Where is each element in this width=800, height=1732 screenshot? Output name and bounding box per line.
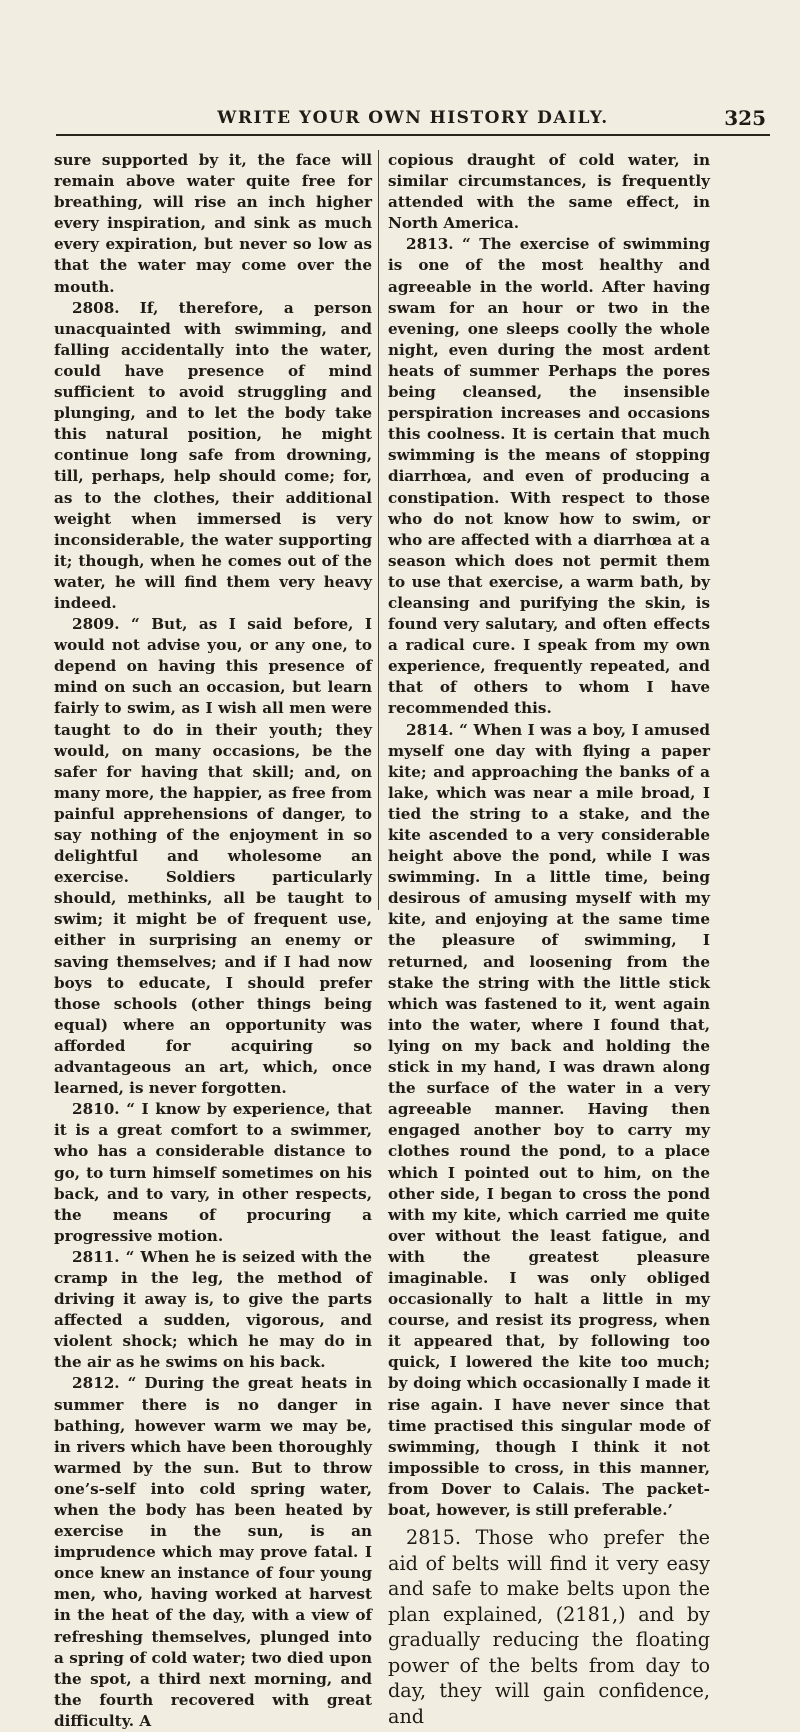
paragraph-2810: 2810. “ I know by experience, that it is a great comfort to a swimmer, who has a considerable distance to go, to turn himself sometimes on his back, and to vary, in other respects, the means of procuring a progressive motion. xyxy=(54,1100,372,1245)
paragraph-2811: 2811. “ When he is seized with the cramp in the leg, the method of driving it away is, to give the parts affected a sudden, vigorous, and violent shock; which he may do in the air as he swims on his back. xyxy=(54,1247,372,1372)
running-title: WRITE YOUR OWN HISTORY DAILY. xyxy=(217,108,609,128)
page-header xyxy=(56,98,770,136)
right-column xyxy=(388,150,710,1729)
page-number: 325 xyxy=(724,106,766,130)
paragraph-2812: 2812. “ During the great heats in summer there is no danger in bathing, however warm we may be, in rivers which have been thoroughly warmed by the sun. But to throw one’s-self into cold spring water, when the body has been heated by exercise in the sun, is an imprudence which may prove fatal. I once knew an instance of four young men, who, having worked at harvest in the heat of the day, with a view of refreshing themselves, plunged into a spring of cold water; two died upon the spot, a third next morning, and the fourth recovered with great difficulty. A xyxy=(54,1374,372,1730)
paragraph-continued: sure supported by it, the face will remain above water quite free for breathing, will rise an inch higher every inspiration, and sink as much every expiration, but never so low as that the water may come over the mouth. xyxy=(54,151,372,296)
left-column xyxy=(54,150,372,1732)
paragraph-2808: 2808. If, therefore, a person unacquainted with swimming, and falling accidentally into the water, could have presence of mind sufficient to avoid struggling and plunging, and to let the body take this natural position, he might continue long safe from drowning, till, perhaps, help should come; for, as to the clothes, their additional weight when immersed is very inconsiderable, the water supporting it; though, when he comes out of the water, he will find them very heavy indeed. xyxy=(54,298,372,612)
paragraph-2814: 2814. “ When I was a boy, I amused myself one day with flying a paper kite; and approaching the banks of a lake, which was near a mile broad, I tied the string to a stake, and the kite ascended to a very considerable height above the pond, while I was swimming. In a little time, being desirous of amusing myself with my kite, and enjoying at the same time the pleasure of swimming, I returned, and loosening from the stake the string with the little stick which was fastened to it, went again into the water, where I found that, lying on my back and holding the stick in my hand, I was drawn along the surface of the water in a very agreeable manner. Having then engaged another boy to carry my clothes round the pond, to a place which I pointed out to him, on the other side, I began to cross the pond with my kite, which carried me quite over without the least fatigue, and with the greatest pleasure imaginable. I was only obliged occasionally to halt a little in my course, and resist its progress, when it appeared that, by following too quick, I lowered the kite too much; by doing which occasionally I made it rise again. I have never since that time practised this singular mode of swimming, though I think it not impossible to cross, in this manner, from Dover to Calais. The packet-boat, however, is still preferable.’ xyxy=(388,720,710,1519)
paragraph-2809: 2809. “ But, as I said before, I would not advise you, or any one, to depend on having this presence of mind on such an occasion, but learn fairly to swim, as I wish all men were taught to do in their youth; they would, on many occasions, be the safer for having that skill; and, on many more, the happier, as free from painful apprehensions of danger, to say nothing of the enjoyment in so delightful and wholesome an exercise. Soldiers particularly should, methinks, all be taught to swim; it might be of frequent use, either in surprising an enemy or saving themselves; and if I had now boys to educate, I should prefer those schools (other things being equal) where an opportunity was afforded for acquiring so advantageous an art, which, once learned, is never forgotten. xyxy=(54,615,372,1098)
paragraph-continued-right: copious draught of cold water, in similar circumstances, is frequently attended with the same effect, in North America. xyxy=(388,151,710,233)
paragraph-2815: 2815. Those who prefer the aid of belts will find it very easy and safe to make belts upon the plan explained, (2181,) and by gradually reducing the floating power of the belts from day to day, they will gain confidence, and xyxy=(388,1526,710,1728)
column-divider xyxy=(378,150,379,910)
paragraph-2813: 2813. “ The exercise of swimming is one of the most healthy and agreeable in the world. After having swam for an hour or two in the evening, one sleeps coolly the whole night, even during the most ardent heats of summer Perhaps the pores being cleansed, the insensible perspiration increases and occasions this coolness. It is certain that much swimming is the means of stopping diarrhœa, and even of producing a constipation. With respect to those who do not know how to swim, or who are affected with a diarrhœa at a season which does not permit them to use that exercise, a warm bath, by cleansing and purifying the skin, is found very salutary, and often effects a radical cure. I speak from my own experience, frequently repeated, and that of others to whom I have recommended this. xyxy=(388,235,710,718)
